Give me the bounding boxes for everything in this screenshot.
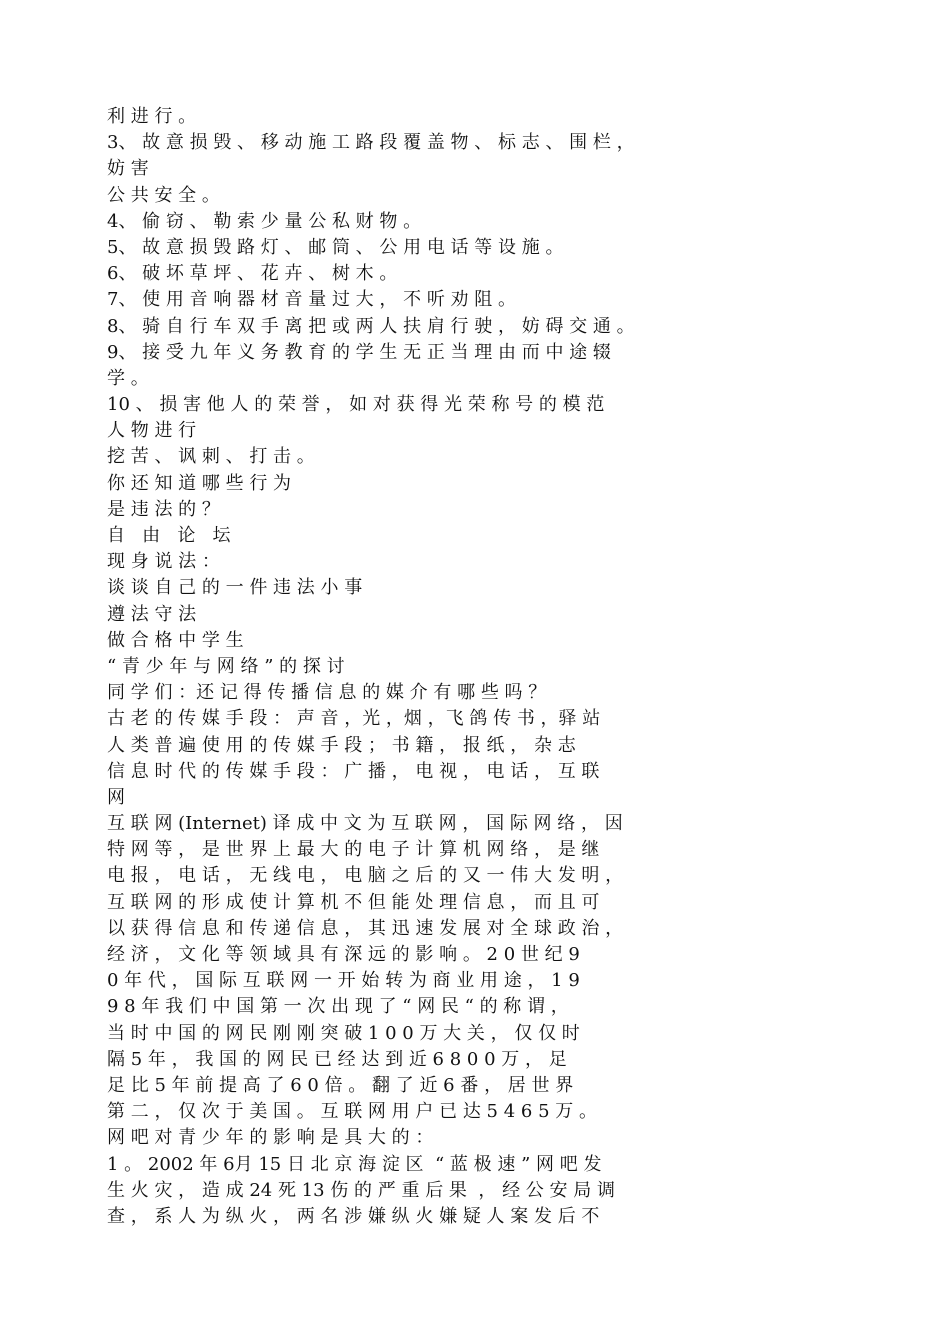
text-line: 4、 偷 窃 、 勒 索 少 量 公 私 财 物 。 [107, 210, 422, 232]
text-line: 9 8 年 我 们 中 国 第 一 次 出 现 了 “ 网 民 “ 的 称 谓 ， [107, 996, 569, 1018]
text-line: 网 [107, 786, 125, 808]
text-line: 6、 破 坏 草 坪 、 花 卉 、 树 木 。 [107, 263, 398, 285]
text-line: 9、 接 受 九 年 义 务 教 育 的 学 生 无 正 当 理 由 而 中 途 辍 [107, 341, 611, 363]
text-line: 人 类 普 遍 使 用 的 传 媒 手 段 ； 书 籍 ， 报 纸 ， 杂 志 [107, 734, 576, 756]
text-line: 10 、 损 害 他 人 的 荣 誉 ， 如 对 获 得 光 荣 称 号 的 模 范 [107, 394, 605, 416]
text-line: 互 联 网 (Internet) 译 成 中 文 为 互 联 网 ， 国 际 网 络 ， 因 [107, 813, 623, 835]
text-line: 信 息 时 代 的 传 媒 手 段 ： 广 播 ， 电 视 ， 电 话 ， 互 联 [107, 760, 600, 782]
text-line: 特 网 等 ， 是 世 界 上 最 大 的 电 子 计 算 机 网 络 ， 是 继 [107, 839, 600, 861]
text-line: 网 吧 对 青 少 年 的 影 响 是 具 大 的 ： [107, 1127, 434, 1149]
text-line: 3、 故 意 损 毁 、 移 动 施 工 路 段 覆 盖 物 、 标 志 、 围 栏 ， [107, 132, 635, 154]
text-line: 学 。 [107, 367, 149, 389]
text-line: 电 报 ， 电 话 ， 无 线 电 ， 电 脑 之 后 的 又 一 伟 大 发 明 ， [107, 865, 624, 887]
text-line: 同 学 们 ：还 记 得 传 播 信 息 的 媒 介 有 哪 些 吗 ？ [107, 682, 547, 704]
text-line: 挖 苦 、 讽 刺 、 打 击 。 [107, 446, 315, 468]
text-line: 利 进 行 。 [107, 106, 197, 127]
text-line: 5、 故 意 损 毁 路 灯 、 邮 筒 、 公 用 电 话 等 设 施 。 [107, 236, 564, 258]
text-line: 查 ， 系 人 为 纵 火 ， 两 名 涉 嫌 纵 火 嫌 疑 人 案 发 后 不 [107, 1205, 600, 1227]
text-line: 隔 5 年 ， 我 国 的 网 民 已 经 达 到 近 6 8 0 0 万 ， 足 [107, 1048, 567, 1070]
text-line: 足 比 5 年 前 提 高 了 6 0 倍 。 翻 了 近 6 番 ， 居 世 界 [107, 1074, 574, 1096]
section-heading: 自 由 论 坛 [107, 525, 231, 546]
text-line: 经 济 ， 文 化 等 领 域 具 有 深 远 的 影 响 。 2 0 世 纪 9 [107, 944, 580, 965]
text-line: 7、 使 用 音 响 器 材 音 量 过 大 ， 不 听 劝 阻 。 [107, 289, 516, 311]
text-line: 0 年 代 ， 国 际 互 联 网 一 开 始 转 为 商 业 用 途 ， 1 9 [107, 970, 580, 992]
text-line: 以 获 得 信 息 和 传 递 信 息 ， 其 迅 速 发 展 对 全 球 政 治 ， [107, 917, 624, 939]
text-line: 生 火 灾 ， 造 成 24 死 13 伤 的 严 重 后 果 ， 经 公 安 局 调 [107, 1179, 615, 1201]
text-line: 公 共 安 全 。 [107, 184, 220, 206]
text-line: 互 联 网 的 形 成 使 计 算 机 不 但 能 处 理 信 息 ， 而 且 可 [107, 891, 600, 913]
document-body [107, 104, 867, 1230]
text-line: 第 二 ， 仅 次 于 美 国 。 互 联 网 用 户 已 达 5 4 6 5 万 。 [107, 1101, 597, 1123]
text-line: 8、 骑 自 行 车 双 手 离 把 或 两 人 扶 肩 行 驶 ， 妨 碍 交 通 。 [107, 315, 635, 337]
text-line: 妨 害 [107, 158, 149, 180]
text-line: 人 物 进 行 [107, 420, 197, 442]
text-line: 是 违 法 的 ？ [107, 498, 220, 520]
text-line: 做 合 格 中 学 生 [107, 629, 244, 651]
text-line: 遵 法 守 法 [107, 603, 197, 625]
section-heading: “ 青 少 年 与 网 络 ” 的 探 讨 [107, 655, 345, 677]
text-line: 你 还 知 道 哪 些 行 为 [107, 472, 292, 494]
text-line: 现 身 说 法 ： [107, 551, 220, 573]
text-line: 谈 谈 自 己 的 一 件 违 法 小 事 [107, 577, 363, 599]
text-line: 当 时 中 国 的 网 民 刚 刚 突 破 1 0 0 万 大 关 ， 仅 仅 时 [107, 1022, 580, 1044]
text-line: 1 。 2002 年 6月 15 日 北 京 海 淀 区 “ 蓝 极 速 ” 网 吧 发 [107, 1153, 602, 1175]
text-line: 古 老 的 传 媒 手 段 ： 声 音 ，光 ，烟 ，飞 鸽 传 书 ，驿 站 [107, 708, 601, 730]
